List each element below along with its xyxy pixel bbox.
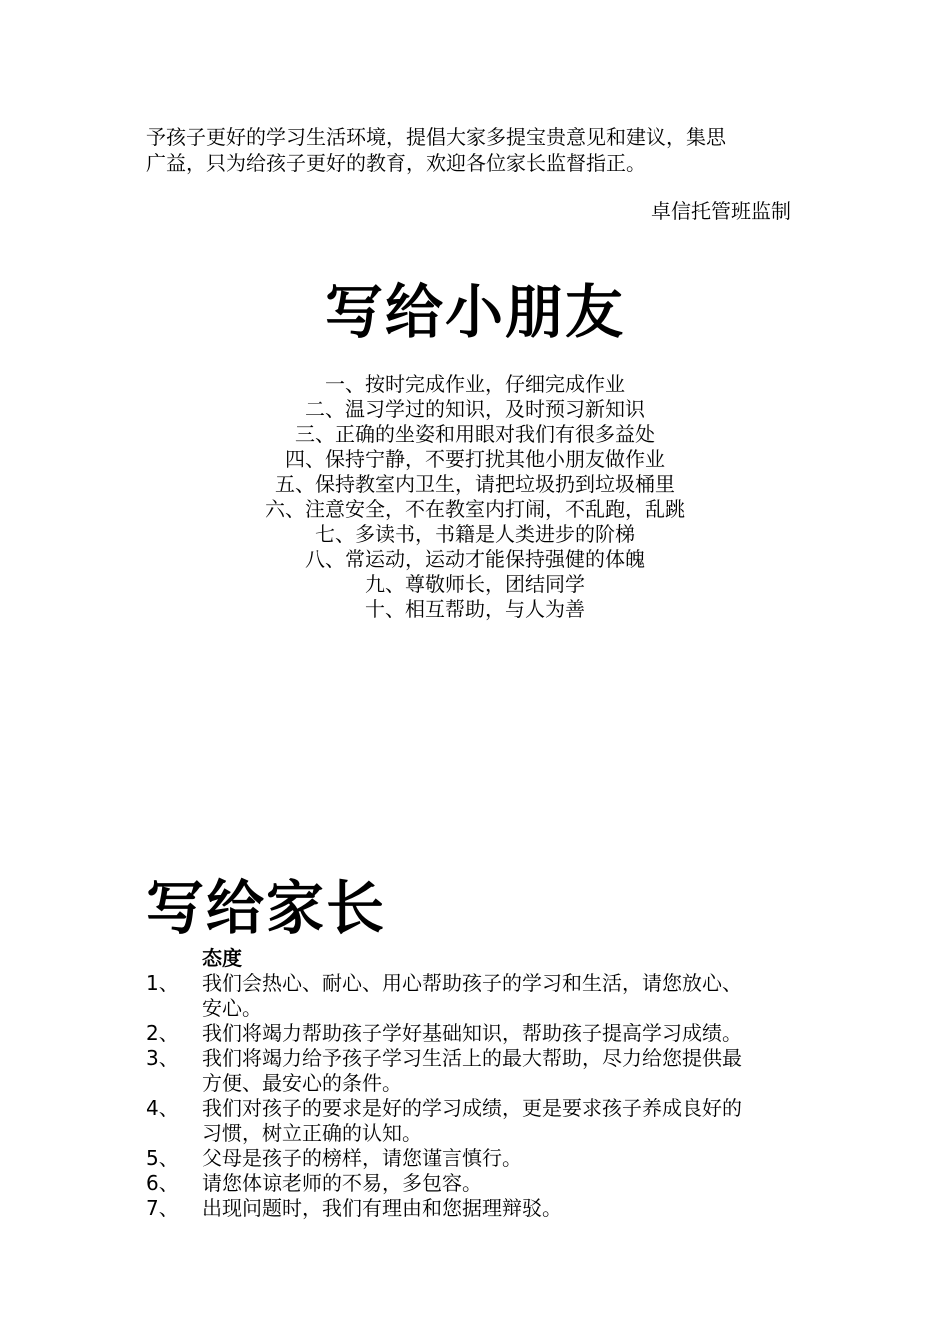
item-text bbox=[202, 1146, 810, 1171]
intro-paragraph bbox=[146, 124, 806, 176]
list-item: 八、常运动，运动才能保持强健的体魄 bbox=[305, 547, 645, 571]
item-number: 7、 bbox=[146, 1196, 179, 1220]
item-number: 3、 bbox=[146, 1046, 179, 1070]
list-item bbox=[146, 1046, 810, 1096]
item-text bbox=[202, 1096, 810, 1146]
item-text bbox=[202, 971, 810, 1021]
item-text-line: 习惯，树立正确的认知。 bbox=[202, 1121, 422, 1145]
item-text-line: 我们将竭力帮助孩子学好基础知识，帮助孩子提高学习成绩。 bbox=[202, 1021, 742, 1045]
item-text-line: 安心。 bbox=[202, 996, 262, 1020]
item-number: 2、 bbox=[146, 1021, 179, 1045]
list-item: 七、多读书，书籍是人类进步的阶梯 bbox=[315, 522, 635, 546]
parents-rules-list bbox=[146, 971, 810, 1221]
list-item: 五、保持教室内卫生，请把垃圾扔到垃圾桶里 bbox=[275, 472, 675, 496]
list-item: 四、保持宁静，不要打扰其他小朋友做作业 bbox=[285, 447, 665, 471]
parents-subtitle: 态度 bbox=[202, 946, 242, 970]
item-text-line: 方便、最安心的条件。 bbox=[202, 1071, 402, 1095]
list-item bbox=[146, 1171, 810, 1196]
item-text-line: 出现问题时，我们有理由和您据理辩驳。 bbox=[202, 1196, 562, 1220]
list-item bbox=[146, 971, 810, 1021]
item-text bbox=[202, 1171, 810, 1196]
parents-section-title: 写给家长 bbox=[146, 874, 387, 942]
list-item: 三、正确的坐姿和用眼对我们有很多益处 bbox=[295, 422, 655, 446]
kids-section-title: 写给小朋友 bbox=[324, 278, 625, 346]
list-item bbox=[146, 1146, 810, 1171]
item-text-line: 我们对孩子的要求是好的学习成绩，更是要求孩子养成良好的 bbox=[202, 1096, 742, 1120]
item-text-line: 我们将竭力给予孩子学习生活上的最大帮助，尽力给您提供最 bbox=[202, 1046, 742, 1070]
intro-line: 广益，只为给孩子更好的教育，欢迎各位家长监督指正。 bbox=[146, 151, 646, 175]
list-item: 二、温习学过的知识，及时预习新知识 bbox=[305, 397, 645, 421]
list-item bbox=[146, 1021, 810, 1046]
item-number: 1、 bbox=[146, 971, 179, 995]
item-text bbox=[202, 1046, 810, 1096]
item-number: 4、 bbox=[146, 1096, 179, 1120]
list-item: 六、注意安全，不在教室内打闹，不乱跑，乱跳 bbox=[265, 497, 685, 521]
item-text bbox=[202, 1196, 810, 1221]
item-text-line: 我们会热心、耐心、用心帮助孩子的学习和生活，请您放心、 bbox=[202, 971, 742, 995]
list-item: 十、相互帮助，与人为善 bbox=[365, 597, 585, 621]
item-text bbox=[202, 1021, 810, 1046]
item-text-line: 父母是孩子的榜样，请您谨言慎行。 bbox=[202, 1146, 522, 1170]
kids-rules-list bbox=[0, 372, 950, 622]
intro-line: 予孩子更好的学习生活环境，提倡大家多提宝贵意见和建议，集思 bbox=[146, 125, 726, 149]
item-number: 6、 bbox=[146, 1171, 179, 1195]
list-item bbox=[146, 1196, 810, 1221]
item-number: 5、 bbox=[146, 1146, 179, 1170]
item-text-line: 请您体谅老师的不易，多包容。 bbox=[202, 1171, 482, 1195]
list-item bbox=[146, 1096, 810, 1146]
signature: 卓信托管班监制 bbox=[651, 199, 791, 223]
list-item: 一、按时完成作业，仔细完成作业 bbox=[325, 372, 625, 396]
list-item: 九、尊敬师长，团结同学 bbox=[365, 572, 585, 596]
